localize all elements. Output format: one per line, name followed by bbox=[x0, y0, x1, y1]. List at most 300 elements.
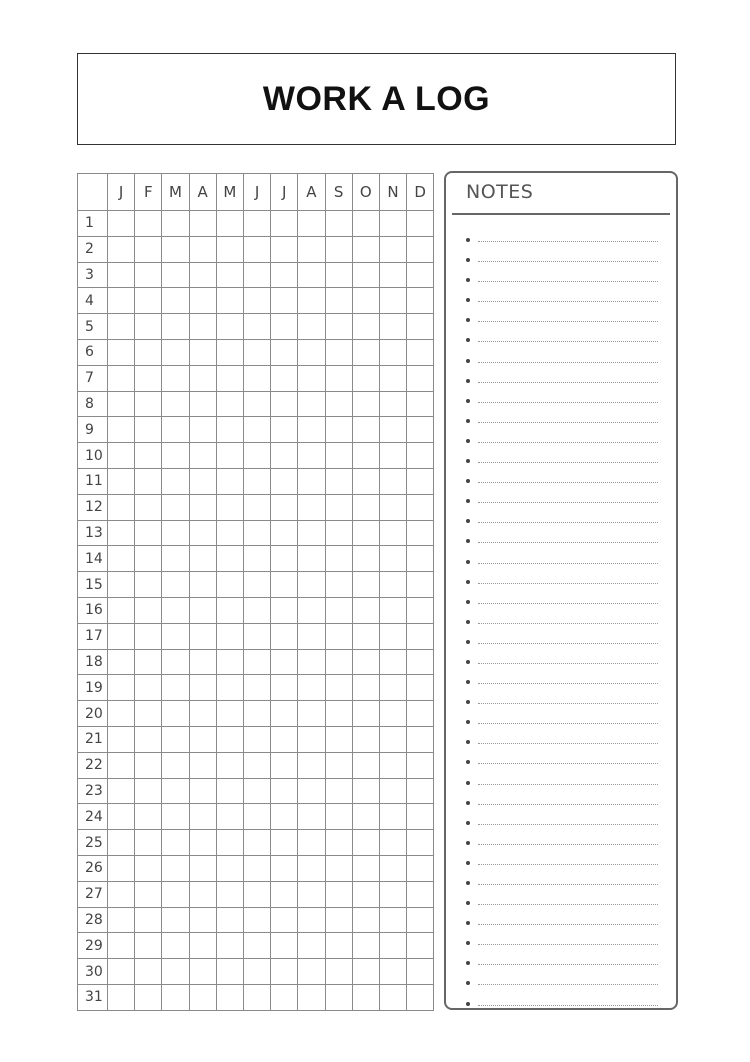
log-cell[interactable] bbox=[108, 288, 135, 314]
log-cell[interactable] bbox=[135, 572, 162, 598]
log-cell[interactable] bbox=[135, 417, 162, 443]
note-line[interactable] bbox=[464, 834, 658, 854]
log-cell[interactable] bbox=[325, 443, 352, 469]
log-cell[interactable] bbox=[407, 623, 434, 649]
note-line[interactable] bbox=[464, 854, 658, 874]
note-line[interactable] bbox=[464, 573, 658, 593]
log-cell[interactable] bbox=[325, 365, 352, 391]
log-cell[interactable] bbox=[108, 468, 135, 494]
log-cell[interactable] bbox=[189, 701, 216, 727]
log-cell[interactable] bbox=[162, 830, 189, 856]
log-cell[interactable] bbox=[352, 701, 379, 727]
log-cell[interactable] bbox=[162, 417, 189, 443]
log-cell[interactable] bbox=[189, 546, 216, 572]
log-cell[interactable] bbox=[352, 675, 379, 701]
log-cell[interactable] bbox=[271, 804, 298, 830]
note-line[interactable] bbox=[464, 673, 658, 693]
log-cell[interactable] bbox=[298, 804, 325, 830]
note-line[interactable] bbox=[464, 613, 658, 633]
log-cell[interactable] bbox=[162, 468, 189, 494]
log-cell[interactable] bbox=[216, 675, 243, 701]
log-cell[interactable] bbox=[298, 623, 325, 649]
log-cell[interactable] bbox=[189, 236, 216, 262]
log-cell[interactable] bbox=[352, 623, 379, 649]
log-cell[interactable] bbox=[135, 881, 162, 907]
log-cell[interactable] bbox=[298, 417, 325, 443]
log-cell[interactable] bbox=[352, 236, 379, 262]
log-cell[interactable] bbox=[243, 314, 270, 340]
log-cell[interactable] bbox=[379, 778, 406, 804]
log-cell[interactable] bbox=[271, 546, 298, 572]
log-cell[interactable] bbox=[135, 778, 162, 804]
log-cell[interactable] bbox=[216, 830, 243, 856]
log-cell[interactable] bbox=[135, 855, 162, 881]
note-line[interactable] bbox=[464, 874, 658, 894]
log-cell[interactable] bbox=[135, 236, 162, 262]
log-cell[interactable] bbox=[379, 907, 406, 933]
log-cell[interactable] bbox=[108, 701, 135, 727]
log-cell[interactable] bbox=[243, 443, 270, 469]
log-cell[interactable] bbox=[108, 726, 135, 752]
log-cell[interactable] bbox=[271, 959, 298, 985]
log-cell[interactable] bbox=[243, 726, 270, 752]
log-cell[interactable] bbox=[162, 959, 189, 985]
log-cell[interactable] bbox=[243, 262, 270, 288]
log-cell[interactable] bbox=[379, 468, 406, 494]
log-cell[interactable] bbox=[407, 649, 434, 675]
log-cell[interactable] bbox=[325, 752, 352, 778]
log-cell[interactable] bbox=[298, 959, 325, 985]
log-cell[interactable] bbox=[243, 572, 270, 598]
note-line[interactable] bbox=[464, 713, 658, 733]
log-cell[interactable] bbox=[325, 855, 352, 881]
log-cell[interactable] bbox=[379, 443, 406, 469]
note-line[interactable] bbox=[464, 331, 658, 351]
note-line[interactable] bbox=[464, 753, 658, 773]
log-cell[interactable] bbox=[108, 365, 135, 391]
log-cell[interactable] bbox=[407, 520, 434, 546]
log-cell[interactable] bbox=[325, 881, 352, 907]
log-cell[interactable] bbox=[352, 391, 379, 417]
note-line[interactable] bbox=[464, 412, 658, 432]
log-cell[interactable] bbox=[325, 623, 352, 649]
log-cell[interactable] bbox=[216, 391, 243, 417]
log-cell[interactable] bbox=[243, 288, 270, 314]
log-cell[interactable] bbox=[216, 752, 243, 778]
note-line[interactable] bbox=[464, 492, 658, 512]
log-cell[interactable] bbox=[325, 726, 352, 752]
log-cell[interactable] bbox=[407, 752, 434, 778]
log-cell[interactable] bbox=[243, 391, 270, 417]
log-cell[interactable] bbox=[108, 211, 135, 237]
log-cell[interactable] bbox=[271, 855, 298, 881]
log-cell[interactable] bbox=[271, 572, 298, 598]
log-cell[interactable] bbox=[162, 933, 189, 959]
log-cell[interactable] bbox=[407, 443, 434, 469]
note-line[interactable] bbox=[464, 251, 658, 271]
log-cell[interactable] bbox=[108, 933, 135, 959]
log-cell[interactable] bbox=[216, 494, 243, 520]
log-cell[interactable] bbox=[271, 752, 298, 778]
log-cell[interactable] bbox=[271, 443, 298, 469]
log-cell[interactable] bbox=[162, 339, 189, 365]
log-cell[interactable] bbox=[298, 881, 325, 907]
log-cell[interactable] bbox=[271, 417, 298, 443]
log-cell[interactable] bbox=[135, 443, 162, 469]
note-line[interactable] bbox=[464, 392, 658, 412]
log-cell[interactable] bbox=[108, 546, 135, 572]
log-cell[interactable] bbox=[162, 675, 189, 701]
log-cell[interactable] bbox=[271, 726, 298, 752]
log-cell[interactable] bbox=[325, 701, 352, 727]
log-cell[interactable] bbox=[162, 907, 189, 933]
log-cell[interactable] bbox=[298, 830, 325, 856]
log-cell[interactable] bbox=[189, 933, 216, 959]
log-cell[interactable] bbox=[271, 830, 298, 856]
log-cell[interactable] bbox=[135, 752, 162, 778]
log-cell[interactable] bbox=[189, 623, 216, 649]
log-cell[interactable] bbox=[271, 339, 298, 365]
log-cell[interactable] bbox=[352, 417, 379, 443]
log-cell[interactable] bbox=[216, 804, 243, 830]
log-cell[interactable] bbox=[189, 752, 216, 778]
log-cell[interactable] bbox=[325, 675, 352, 701]
log-cell[interactable] bbox=[407, 494, 434, 520]
log-cell[interactable] bbox=[135, 675, 162, 701]
log-cell[interactable] bbox=[216, 597, 243, 623]
log-cell[interactable] bbox=[189, 468, 216, 494]
log-cell[interactable] bbox=[407, 984, 434, 1010]
log-cell[interactable] bbox=[352, 726, 379, 752]
log-cell[interactable] bbox=[352, 804, 379, 830]
log-cell[interactable] bbox=[352, 288, 379, 314]
log-cell[interactable] bbox=[325, 804, 352, 830]
log-cell[interactable] bbox=[271, 675, 298, 701]
log-cell[interactable] bbox=[271, 236, 298, 262]
log-cell[interactable] bbox=[407, 907, 434, 933]
log-cell[interactable] bbox=[108, 623, 135, 649]
log-cell[interactable] bbox=[216, 468, 243, 494]
log-cell[interactable] bbox=[135, 726, 162, 752]
log-cell[interactable] bbox=[243, 649, 270, 675]
log-cell[interactable] bbox=[216, 907, 243, 933]
log-cell[interactable] bbox=[162, 365, 189, 391]
log-cell[interactable] bbox=[271, 520, 298, 546]
log-cell[interactable] bbox=[189, 649, 216, 675]
log-cell[interactable] bbox=[271, 365, 298, 391]
log-cell[interactable] bbox=[407, 726, 434, 752]
log-cell[interactable] bbox=[407, 933, 434, 959]
log-cell[interactable] bbox=[379, 701, 406, 727]
note-line[interactable] bbox=[464, 794, 658, 814]
log-cell[interactable] bbox=[243, 984, 270, 1010]
log-cell[interactable] bbox=[162, 314, 189, 340]
log-cell[interactable] bbox=[271, 907, 298, 933]
log-cell[interactable] bbox=[407, 572, 434, 598]
log-cell[interactable] bbox=[162, 546, 189, 572]
note-line[interactable] bbox=[464, 693, 658, 713]
log-cell[interactable] bbox=[135, 830, 162, 856]
log-cell[interactable] bbox=[407, 339, 434, 365]
log-cell[interactable] bbox=[135, 597, 162, 623]
log-cell[interactable] bbox=[108, 339, 135, 365]
log-cell[interactable] bbox=[162, 572, 189, 598]
log-cell[interactable] bbox=[162, 855, 189, 881]
log-cell[interactable] bbox=[108, 443, 135, 469]
log-cell[interactable] bbox=[108, 236, 135, 262]
log-cell[interactable] bbox=[243, 597, 270, 623]
log-cell[interactable] bbox=[407, 675, 434, 701]
log-cell[interactable] bbox=[407, 855, 434, 881]
log-cell[interactable] bbox=[379, 211, 406, 237]
log-cell[interactable] bbox=[162, 701, 189, 727]
log-cell[interactable] bbox=[243, 752, 270, 778]
log-cell[interactable] bbox=[379, 288, 406, 314]
log-cell[interactable] bbox=[407, 778, 434, 804]
log-cell[interactable] bbox=[379, 391, 406, 417]
log-cell[interactable] bbox=[108, 830, 135, 856]
log-cell[interactable] bbox=[271, 623, 298, 649]
log-cell[interactable] bbox=[298, 520, 325, 546]
log-cell[interactable] bbox=[298, 597, 325, 623]
log-cell[interactable] bbox=[189, 417, 216, 443]
note-line[interactable] bbox=[464, 914, 658, 934]
log-cell[interactable] bbox=[162, 520, 189, 546]
log-cell[interactable] bbox=[271, 933, 298, 959]
log-cell[interactable] bbox=[135, 804, 162, 830]
note-line[interactable] bbox=[464, 553, 658, 573]
log-cell[interactable] bbox=[189, 339, 216, 365]
log-cell[interactable] bbox=[325, 314, 352, 340]
log-cell[interactable] bbox=[379, 804, 406, 830]
log-cell[interactable] bbox=[352, 959, 379, 985]
note-line[interactable] bbox=[464, 291, 658, 311]
log-cell[interactable] bbox=[189, 830, 216, 856]
note-line[interactable] bbox=[464, 733, 658, 753]
log-cell[interactable] bbox=[243, 675, 270, 701]
note-line[interactable] bbox=[464, 653, 658, 673]
log-cell[interactable] bbox=[162, 236, 189, 262]
log-cell[interactable] bbox=[243, 236, 270, 262]
log-cell[interactable] bbox=[243, 778, 270, 804]
log-cell[interactable] bbox=[379, 417, 406, 443]
log-cell[interactable] bbox=[407, 468, 434, 494]
log-cell[interactable] bbox=[407, 881, 434, 907]
log-cell[interactable] bbox=[135, 984, 162, 1010]
log-cell[interactable] bbox=[243, 907, 270, 933]
log-cell[interactable] bbox=[216, 933, 243, 959]
log-cell[interactable] bbox=[243, 494, 270, 520]
log-cell[interactable] bbox=[135, 933, 162, 959]
log-cell[interactable] bbox=[325, 391, 352, 417]
log-cell[interactable] bbox=[108, 778, 135, 804]
log-cell[interactable] bbox=[271, 211, 298, 237]
log-cell[interactable] bbox=[379, 933, 406, 959]
log-cell[interactable] bbox=[325, 830, 352, 856]
log-cell[interactable] bbox=[298, 855, 325, 881]
log-cell[interactable] bbox=[243, 830, 270, 856]
log-cell[interactable] bbox=[407, 701, 434, 727]
log-cell[interactable] bbox=[271, 701, 298, 727]
log-cell[interactable] bbox=[379, 546, 406, 572]
log-cell[interactable] bbox=[325, 572, 352, 598]
log-cell[interactable] bbox=[379, 597, 406, 623]
log-cell[interactable] bbox=[325, 262, 352, 288]
log-cell[interactable] bbox=[298, 211, 325, 237]
log-cell[interactable] bbox=[271, 597, 298, 623]
note-line[interactable] bbox=[464, 954, 658, 974]
log-cell[interactable] bbox=[298, 236, 325, 262]
log-cell[interactable] bbox=[352, 443, 379, 469]
log-cell[interactable] bbox=[271, 881, 298, 907]
log-cell[interactable] bbox=[271, 391, 298, 417]
log-cell[interactable] bbox=[352, 778, 379, 804]
log-cell[interactable] bbox=[135, 211, 162, 237]
log-cell[interactable] bbox=[379, 649, 406, 675]
log-cell[interactable] bbox=[298, 288, 325, 314]
log-cell[interactable] bbox=[216, 443, 243, 469]
log-cell[interactable] bbox=[162, 391, 189, 417]
log-cell[interactable] bbox=[379, 959, 406, 985]
log-cell[interactable] bbox=[189, 907, 216, 933]
log-cell[interactable] bbox=[298, 752, 325, 778]
log-cell[interactable] bbox=[243, 881, 270, 907]
log-cell[interactable] bbox=[162, 597, 189, 623]
log-cell[interactable] bbox=[379, 262, 406, 288]
log-cell[interactable] bbox=[243, 804, 270, 830]
log-cell[interactable] bbox=[379, 984, 406, 1010]
log-cell[interactable] bbox=[108, 314, 135, 340]
log-cell[interactable] bbox=[407, 417, 434, 443]
log-cell[interactable] bbox=[108, 262, 135, 288]
log-cell[interactable] bbox=[189, 675, 216, 701]
log-cell[interactable] bbox=[216, 959, 243, 985]
log-cell[interactable] bbox=[108, 881, 135, 907]
log-cell[interactable] bbox=[379, 855, 406, 881]
log-cell[interactable] bbox=[216, 417, 243, 443]
log-cell[interactable] bbox=[298, 675, 325, 701]
log-cell[interactable] bbox=[216, 365, 243, 391]
log-cell[interactable] bbox=[108, 907, 135, 933]
log-cell[interactable] bbox=[189, 443, 216, 469]
log-cell[interactable] bbox=[243, 959, 270, 985]
log-cell[interactable] bbox=[189, 572, 216, 598]
log-cell[interactable] bbox=[379, 520, 406, 546]
log-cell[interactable] bbox=[108, 752, 135, 778]
note-line[interactable] bbox=[464, 995, 658, 1015]
log-cell[interactable] bbox=[108, 984, 135, 1010]
log-cell[interactable] bbox=[108, 855, 135, 881]
log-cell[interactable] bbox=[379, 236, 406, 262]
log-cell[interactable] bbox=[216, 649, 243, 675]
log-cell[interactable] bbox=[298, 572, 325, 598]
log-cell[interactable] bbox=[135, 623, 162, 649]
log-cell[interactable] bbox=[325, 597, 352, 623]
log-cell[interactable] bbox=[216, 339, 243, 365]
log-cell[interactable] bbox=[243, 855, 270, 881]
log-cell[interactable] bbox=[216, 546, 243, 572]
log-cell[interactable] bbox=[352, 468, 379, 494]
log-cell[interactable] bbox=[189, 597, 216, 623]
log-cell[interactable] bbox=[271, 314, 298, 340]
log-cell[interactable] bbox=[189, 211, 216, 237]
log-cell[interactable] bbox=[162, 288, 189, 314]
log-cell[interactable] bbox=[162, 623, 189, 649]
log-cell[interactable] bbox=[135, 959, 162, 985]
log-cell[interactable] bbox=[135, 391, 162, 417]
log-cell[interactable] bbox=[243, 546, 270, 572]
log-cell[interactable] bbox=[352, 984, 379, 1010]
log-cell[interactable] bbox=[271, 778, 298, 804]
log-cell[interactable] bbox=[352, 830, 379, 856]
log-cell[interactable] bbox=[271, 984, 298, 1010]
log-cell[interactable] bbox=[379, 830, 406, 856]
note-line[interactable] bbox=[464, 532, 658, 552]
log-cell[interactable] bbox=[407, 959, 434, 985]
log-cell[interactable] bbox=[135, 314, 162, 340]
log-cell[interactable] bbox=[189, 520, 216, 546]
log-cell[interactable] bbox=[352, 211, 379, 237]
log-cell[interactable] bbox=[216, 778, 243, 804]
log-cell[interactable] bbox=[243, 417, 270, 443]
log-cell[interactable] bbox=[216, 236, 243, 262]
note-line[interactable] bbox=[464, 633, 658, 653]
log-cell[interactable] bbox=[379, 365, 406, 391]
log-cell[interactable] bbox=[298, 984, 325, 1010]
log-cell[interactable] bbox=[216, 572, 243, 598]
log-cell[interactable] bbox=[298, 494, 325, 520]
log-cell[interactable] bbox=[108, 520, 135, 546]
log-cell[interactable] bbox=[216, 701, 243, 727]
log-cell[interactable] bbox=[271, 494, 298, 520]
log-cell[interactable] bbox=[162, 649, 189, 675]
log-cell[interactable] bbox=[243, 468, 270, 494]
log-cell[interactable] bbox=[352, 572, 379, 598]
log-cell[interactable] bbox=[298, 468, 325, 494]
log-cell[interactable] bbox=[352, 855, 379, 881]
note-line[interactable] bbox=[464, 432, 658, 452]
log-cell[interactable] bbox=[135, 365, 162, 391]
log-cell[interactable] bbox=[407, 365, 434, 391]
log-cell[interactable] bbox=[189, 881, 216, 907]
log-cell[interactable] bbox=[298, 933, 325, 959]
log-cell[interactable] bbox=[298, 262, 325, 288]
log-cell[interactable] bbox=[135, 907, 162, 933]
log-cell[interactable] bbox=[379, 494, 406, 520]
log-cell[interactable] bbox=[189, 262, 216, 288]
log-cell[interactable] bbox=[108, 417, 135, 443]
note-line[interactable] bbox=[464, 512, 658, 532]
log-cell[interactable] bbox=[108, 804, 135, 830]
log-cell[interactable] bbox=[243, 211, 270, 237]
log-cell[interactable] bbox=[162, 984, 189, 1010]
log-cell[interactable] bbox=[379, 572, 406, 598]
log-cell[interactable] bbox=[298, 443, 325, 469]
log-cell[interactable] bbox=[325, 211, 352, 237]
log-cell[interactable] bbox=[352, 546, 379, 572]
log-cell[interactable] bbox=[135, 546, 162, 572]
note-line[interactable] bbox=[464, 934, 658, 954]
log-cell[interactable] bbox=[379, 623, 406, 649]
note-line[interactable] bbox=[464, 774, 658, 794]
log-cell[interactable] bbox=[216, 881, 243, 907]
log-cell[interactable] bbox=[407, 314, 434, 340]
log-cell[interactable] bbox=[352, 752, 379, 778]
log-cell[interactable] bbox=[243, 365, 270, 391]
log-cell[interactable] bbox=[352, 365, 379, 391]
log-cell[interactable] bbox=[379, 339, 406, 365]
log-cell[interactable] bbox=[162, 778, 189, 804]
